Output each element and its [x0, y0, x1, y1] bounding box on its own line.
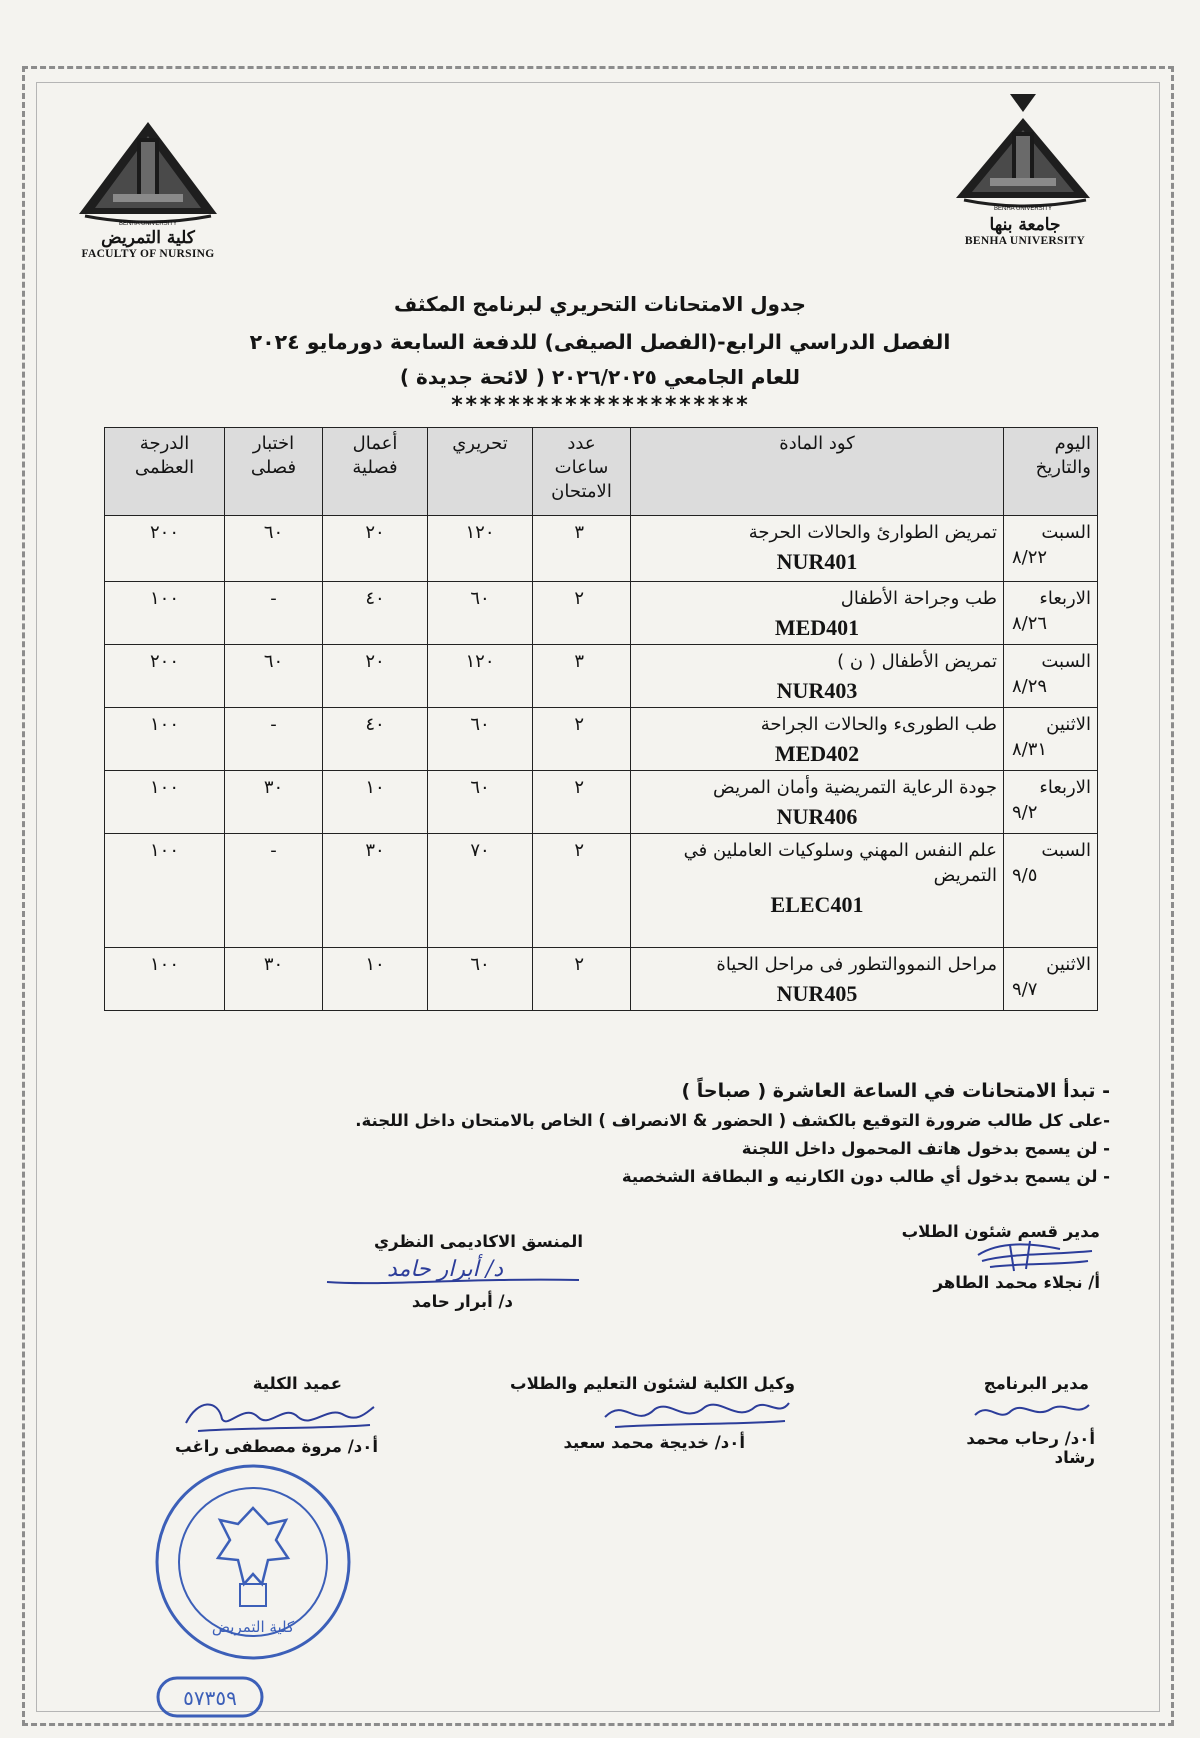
table-row [105, 708, 1098, 771]
note-item: - لن يسمح بدخول هاتف المحمول داخل اللجنة [741, 1139, 1110, 1158]
coursework-cell: ١٠ [323, 948, 428, 1011]
course-cell [631, 582, 1004, 645]
day-name: الاثنين [1046, 714, 1091, 735]
max-cell: ٢٠٠ [105, 516, 225, 582]
course-code: NUR403 [776, 678, 858, 703]
course-name: مراحل النمووالتطور فى مراحل الحياة [716, 954, 997, 975]
exam-date: ٩/٢ [1012, 802, 1038, 823]
max-cell: ٢٠٠ [105, 645, 225, 708]
hours-cell: ٢ [533, 948, 631, 1011]
quiz-cell: - [225, 582, 323, 645]
course-name: طب وجراحة الأطفال [840, 588, 997, 609]
written-cell: ٧٠ [428, 834, 533, 948]
exam-date: ٨/٢٩ [1012, 676, 1048, 697]
course-cell [631, 516, 1004, 582]
exam-notes [130, 1075, 1110, 1191]
svg-text:BENHA UNIVERSITY: BENHA UNIVERSITY [993, 206, 1053, 212]
max-cell: ١٠٠ [105, 582, 225, 645]
day-name: السبت [1041, 651, 1091, 672]
course-code: ELEC401 [770, 892, 864, 917]
day-cell [1004, 708, 1098, 771]
table-header-row [105, 428, 1098, 516]
header-quiz: اختبار فصلى [225, 428, 323, 516]
quiz-cell: - [225, 834, 323, 948]
faculty-name-en: FACULTY OF NURSING [81, 248, 215, 260]
day-cell [1004, 948, 1098, 1011]
max-cell: ١٠٠ [105, 708, 225, 771]
coursework-cell: ٤٠ [323, 582, 428, 645]
signature-program-director: مدير البرنامج أ٠د/ رحاب محمد رشاد [966, 1374, 1095, 1467]
written-cell: ٦٠ [428, 582, 533, 645]
course-cell [631, 708, 1004, 771]
table-row [105, 516, 1098, 582]
table-row [105, 834, 1098, 948]
signature-academic-coordinator: المنسق الاكاديمى النظري د/ أبرار حامد د/ أبرار حامد [298, 1232, 583, 1311]
day-cell [1004, 582, 1098, 645]
day-cell [1004, 516, 1098, 582]
course-code: MED401 [774, 615, 860, 640]
course-cell [631, 834, 1004, 948]
hours-cell: ٣ [533, 516, 631, 582]
exam-date: ٨/٣١ [1012, 739, 1048, 760]
academic-year: للعام الجامعي ٢٠٢٦/٢٠٢٥ ( لائحة جديدة ) [399, 365, 801, 389]
coursework-cell: ٢٠ [323, 645, 428, 708]
day-name: السبت [1041, 522, 1091, 543]
day-name: الاثنين [1046, 954, 1091, 975]
day-cell [1004, 771, 1098, 834]
exam-date: ٨/٢٦ [1012, 613, 1048, 634]
handwritten-signature-icon [178, 1393, 378, 1437]
quiz-cell: ٦٠ [225, 645, 323, 708]
max-cell: ١٠٠ [105, 948, 225, 1011]
stamp-text: كلية التمريض [211, 1618, 295, 1636]
quiz-cell: - [225, 708, 323, 771]
exam-date: ٩/٧ [1012, 979, 1038, 1000]
table-row [105, 645, 1098, 708]
pyramid-logo-icon [73, 118, 223, 228]
written-cell: ٦٠ [428, 948, 533, 1011]
header-max: الدرجة العظمى [105, 428, 225, 516]
header-written: تحريري [428, 428, 533, 516]
signature-vice-dean: وكيل الكلية لشئون التعليم والطلاب أ٠د/ خديجة محمد سعيد [510, 1374, 795, 1452]
handwritten-signature: د/ أبرار حامد [387, 1257, 503, 1282]
table-row [105, 948, 1098, 1011]
faculty-logo [68, 118, 228, 260]
written-cell: ١٢٠ [428, 516, 533, 582]
coursework-cell: ٣٠ [323, 834, 428, 948]
course-name: تمريض الأطفال ( ن ) [837, 651, 997, 672]
course-name: جودة الرعاية التمريضية وأمان المريض [713, 777, 997, 798]
exam-date: ٨/٢٢ [1012, 547, 1048, 568]
university-name-ar: جامعة بنها [989, 215, 1061, 235]
day-name: السبت [1041, 840, 1091, 861]
hours-cell: ٢ [533, 834, 631, 948]
handwritten-signature-icon [595, 1393, 795, 1433]
note-item: - تبدأ الامتحانات في الساعة العاشرة ( صباحاً ) [681, 1080, 1110, 1102]
schedule-title: جدول الامتحانات التحريري لبرنامج المكثف [394, 292, 806, 316]
serial-number: ٥٧٣٥٩ [183, 1686, 237, 1710]
schedule-subtitle: الفصل الدراسي الرابع-(الفصل الصيفى) للدفعة السابعة دورمايو ٢٠٢٤ [249, 330, 951, 354]
header-hours: عدد ساعات الامتحان [533, 428, 631, 516]
faculty-stamp-icon [148, 1462, 358, 1662]
max-cell: ١٠٠ [105, 834, 225, 948]
signature-student-affairs: مدير قسم شئون الطلاب أ/ نجلاء محمد الطاهر [901, 1222, 1100, 1292]
quiz-cell: ٣٠ [225, 771, 323, 834]
note-item: -على كل طالب ضرورة التوقيع بالكشف ( الحضور & الانصراف ) الخاص بالامتحان داخل اللجنة. [355, 1111, 1110, 1130]
pyramid-logo-icon [950, 90, 1100, 215]
day-cell [1004, 834, 1098, 948]
hours-cell: ٣ [533, 645, 631, 708]
hours-cell: ٢ [533, 582, 631, 645]
handwritten-signature-icon [970, 1235, 1100, 1275]
quiz-cell: ٦٠ [225, 516, 323, 582]
day-cell [1004, 645, 1098, 708]
faculty-name-ar: كلية التمريض [101, 228, 195, 248]
written-cell: ٦٠ [428, 708, 533, 771]
hours-cell: ٢ [533, 771, 631, 834]
course-cell [631, 771, 1004, 834]
course-name: علم النفس المهني وسلوكيات العاملين في التمريض [683, 840, 997, 886]
university-logo [935, 90, 1115, 247]
university-name-en: BENHA UNIVERSITY [964, 235, 1086, 247]
day-name: الاربعاء [1039, 588, 1091, 609]
header-coursework: أعمال فصلية [323, 428, 428, 516]
hours-cell: ٢ [533, 708, 631, 771]
course-code: NUR406 [776, 804, 858, 829]
handwritten-signature-icon [965, 1393, 1095, 1429]
signature-dean: عميد الكلية أ٠د/ مروة مصطفى راغب [175, 1374, 378, 1456]
course-cell [631, 948, 1004, 1011]
header-day: اليوم والتاريخ [1004, 428, 1098, 516]
course-code: NUR401 [776, 549, 858, 574]
svg-text:BENHA UNIVERSITY: BENHA UNIVERSITY [118, 221, 178, 227]
coursework-cell: ١٠ [323, 771, 428, 834]
note-item: - لن يسمح بدخول أي طالب دون الكارنيه و البطاقة الشخصية [621, 1167, 1110, 1186]
written-cell: ١٢٠ [428, 645, 533, 708]
written-cell: ٦٠ [428, 771, 533, 834]
quiz-cell: ٣٠ [225, 948, 323, 1011]
day-name: الاربعاء [1039, 777, 1091, 798]
max-cell: ١٠٠ [105, 771, 225, 834]
serial-number-stamp [155, 1675, 265, 1719]
exam-date: ٩/٥ [1012, 865, 1038, 886]
coursework-cell: ٢٠ [323, 516, 428, 582]
course-cell [631, 645, 1004, 708]
course-code: NUR405 [776, 981, 858, 1006]
course-name: تمريض الطوارئ والحالات الحرجة [748, 522, 997, 543]
exam-schedule-table [104, 427, 1098, 1011]
course-code: MED402 [774, 741, 860, 766]
course-name: طب الطورىء والحالات الجراحة [760, 714, 997, 735]
title-separator: ********************* [450, 393, 750, 418]
header-course: كود المادة [631, 428, 1004, 516]
table-row [105, 582, 1098, 645]
table-row [105, 771, 1098, 834]
coursework-cell: ٤٠ [323, 708, 428, 771]
